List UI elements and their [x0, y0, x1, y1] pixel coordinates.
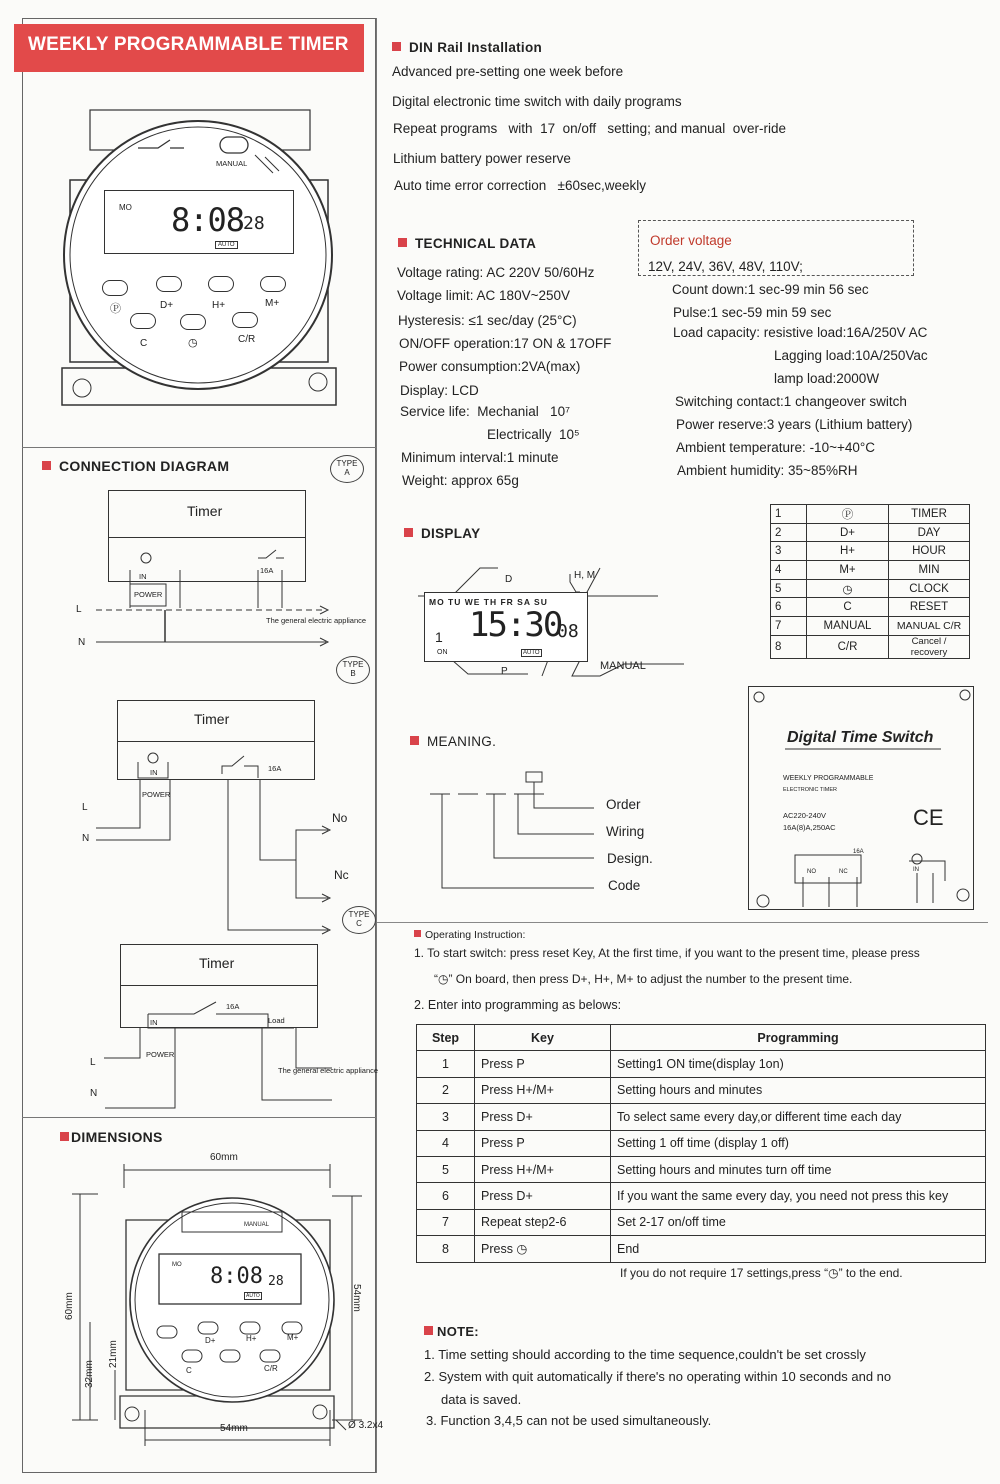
timer-label: Timer — [199, 955, 235, 971]
display-days: MO TU WE TH FR SA SU — [429, 597, 548, 607]
tech-left-line: Minimum interval:1 minute — [401, 450, 559, 465]
p-button[interactable] — [102, 280, 128, 296]
table-header-row: Step Key Programming — [417, 1025, 986, 1051]
line-n-label: N — [78, 637, 86, 648]
order-voltage-box — [638, 220, 914, 276]
display-hm-label: H, M — [574, 570, 596, 581]
bullet-icon — [398, 238, 407, 247]
table-row: 3 Press D+ To select same every day,or different time each day — [417, 1104, 986, 1130]
width-bottom-label: 54mm — [220, 1423, 248, 1434]
table-row: 7 Repeat step2-6 Set 2-17 on/off time — [417, 1209, 986, 1235]
line-l-label: L — [90, 1057, 96, 1068]
amp-label: 16A — [268, 764, 282, 773]
clock-button[interactable] — [180, 314, 206, 330]
dim-lcd-auto: AUTO — [246, 1293, 260, 1299]
operating-heading: Operating Instruction: — [414, 929, 525, 941]
amp-label: 16A — [260, 566, 274, 575]
label-sub2: ELECTRONIC TIMER — [783, 787, 837, 793]
label-nc: NC — [839, 869, 848, 875]
clock-icon: ◷ — [188, 337, 198, 349]
device-lcd — [104, 190, 294, 254]
key-function-table — [770, 504, 970, 659]
cr-label: C/R — [238, 334, 256, 345]
steps-footer: If you do not require 17 settings,press “◷” to the end. — [620, 1266, 903, 1280]
tech-right-line: lamp load:2000W — [774, 371, 880, 386]
d-plus-label: D+ — [160, 300, 174, 311]
h-plus-button[interactable] — [208, 276, 234, 292]
height-left-label: 60mm — [64, 1292, 75, 1320]
tech-left-line: ON/OFF operation:17 ON & 17OFF — [399, 336, 612, 351]
no-label: No — [332, 811, 348, 825]
table-row: 6 C RESET — [771, 598, 970, 617]
d-plus-button[interactable] — [156, 276, 182, 292]
bullet-icon — [414, 930, 421, 937]
device-label-panel — [748, 686, 974, 910]
width-top-label: 60mm — [210, 1152, 238, 1163]
dim-cr-label: C/R — [264, 1364, 278, 1373]
type-a-badge: TYPE A — [330, 455, 364, 483]
appliance-label: The general electric appliance — [266, 616, 367, 625]
din-line: Repeat programs with 17 on/off setting; and manual over-ride — [393, 121, 786, 136]
meaning-code: Code — [608, 878, 641, 893]
type-b-badge: TYPE B — [336, 656, 370, 684]
label-amp: 16A — [853, 849, 864, 855]
tech-right-line: Load capacity: resistive load:16A/250V AC — [673, 325, 928, 340]
dim-lcd-time: 8:08 — [210, 1264, 263, 1289]
c-label: C — [140, 338, 148, 349]
m-plus-button[interactable] — [260, 276, 286, 292]
dim-manual-label: MANUAL — [244, 1222, 270, 1228]
dim-lcd-day: MO — [172, 1262, 182, 1268]
table-row: 8 C/R Cancel / recovery — [771, 635, 970, 658]
label-title: Digital Time Switch — [787, 729, 934, 746]
order-voltage-values: 12V, 24V, 36V, 48V, 110V; — [648, 259, 803, 274]
hole-label: Ø 3.2x4 — [348, 1420, 384, 1431]
display-on-indicator: ON — [437, 649, 448, 656]
label-no: NO — [807, 869, 816, 875]
line-n-label: N — [82, 833, 90, 844]
table-row: 5 Press H+/M+ Setting hours and minutes turn off time — [417, 1156, 986, 1182]
display-seconds: 08 — [557, 621, 579, 642]
table-row: 4 Press P Setting 1 off time (display 1 off) — [417, 1130, 986, 1156]
in-label: IN — [150, 1018, 158, 1027]
display-heading: DISPLAY — [404, 526, 480, 541]
device-illustration — [60, 100, 340, 420]
label-sub1: WEEKLY PROGRAMMABLE — [783, 775, 874, 782]
order-voltage-title: Order voltage — [650, 233, 732, 248]
manual-label: MANUAL — [216, 159, 248, 168]
din-line: Auto time error correction ±60sec,weekly — [394, 178, 647, 193]
bullet-icon — [60, 1132, 69, 1141]
label-in: IN — [913, 867, 919, 873]
display-manual-label: MANUAL — [600, 660, 646, 672]
programming-steps-table — [416, 1024, 986, 1263]
timer-label: Timer — [194, 711, 230, 727]
c-button[interactable] — [130, 313, 156, 329]
power-label: POWER — [142, 790, 171, 799]
dimensions-heading: DIMENSIONS — [60, 1129, 163, 1145]
dim-lcd-seconds: 28 — [268, 1274, 284, 1289]
din-heading: DIN Rail Installation — [392, 40, 542, 55]
display-auto: AUTO — [523, 650, 540, 656]
meaning-diagram — [428, 768, 618, 898]
dim-h-plus-label: H+ — [246, 1334, 257, 1343]
lcd-seconds: 28 — [243, 213, 265, 234]
display-p-label: P — [501, 666, 508, 677]
tech-left-line: Voltage rating: AC 220V 50/60Hz — [397, 265, 595, 280]
tech-left-line: Weight: approx 65g — [402, 473, 519, 488]
lcd-day: MO — [119, 203, 132, 212]
display-lcd — [424, 592, 588, 662]
m-plus-label: M+ — [265, 298, 280, 309]
label-panel-lines — [749, 687, 975, 911]
label-rating: 16A(8)A,250AC — [783, 823, 836, 832]
tech-right-line: Pulse:1 sec-59 min 59 sec — [673, 305, 832, 320]
nc-label: Nc — [334, 868, 349, 882]
type-c-badge: TYPE C — [342, 906, 376, 934]
line-l-label: L — [82, 802, 88, 813]
power-label: POWER — [146, 1050, 175, 1059]
power-label: POWER — [134, 590, 163, 599]
table-row: 5 ◷ CLOCK — [771, 579, 970, 598]
tech-left-line: Display: LCD — [400, 383, 479, 398]
in-label: IN — [150, 768, 158, 777]
tech-left-line: Hysteresis: ≤1 sec/day (25°C) — [398, 313, 577, 328]
label-voltage: AC220-240V — [783, 811, 826, 820]
table-row: 1 Press P Setting1 ON time(display 1on) — [417, 1051, 986, 1077]
dim-c-label: C — [186, 1366, 192, 1375]
table-row: 2 D+ DAY — [771, 523, 970, 542]
ce-mark: CE — [913, 805, 944, 830]
din-line: Advanced pre-setting one week before — [392, 64, 624, 79]
note-line: 2. System with quit automatically if there's no operating within 10 seconds and no — [424, 1369, 892, 1384]
bullet-icon — [410, 736, 419, 745]
tech-heading: TECHNICAL DATA — [398, 236, 536, 251]
din-line: Digital electronic time switch with daily programs — [392, 94, 682, 109]
lcd-time: 8:08 — [171, 201, 245, 239]
table-row: 7 MANUAL MANUAL C/R — [771, 617, 970, 636]
bullet-icon — [404, 528, 413, 537]
table-row: 8 Press ◷ End — [417, 1236, 986, 1262]
tech-right-line: Ambient humidity: 35~85%RH — [677, 463, 858, 478]
note-line: data is saved. — [441, 1392, 522, 1407]
amp-label: 16A — [226, 1002, 240, 1011]
operating-step-1b: “◷” On board, then press D+, H+, M+ to adjust the number to the present time. — [434, 972, 853, 986]
tech-left-line: Electrically 10⁵ — [487, 427, 580, 442]
h32-label: 32mm — [84, 1360, 95, 1388]
tech-right-line: Count down:1 sec-99 min 56 sec — [672, 282, 869, 297]
cr-button[interactable] — [232, 312, 258, 328]
h21-label: 21mm — [108, 1340, 119, 1368]
note-line: 3. Function 3,4,5 can not be used simultaneously. — [426, 1413, 712, 1428]
device-outline — [60, 100, 340, 420]
h-plus-label: H+ — [212, 300, 226, 311]
display-time: 15:30 — [469, 605, 562, 645]
table-row: 6 Press D+ If you want the same every day, you need not press this key — [417, 1183, 986, 1209]
dim-d-plus-label: D+ — [205, 1336, 216, 1345]
connection-heading: CONNECTION DIAGRAM — [42, 458, 229, 474]
tech-right-line: Switching contact:1 changeover switch — [675, 394, 907, 409]
page-banner: WEEKLY PROGRAMMABLE TIMER — [14, 24, 364, 72]
tech-left-line: Service life: Mechanial 10⁷ — [400, 404, 570, 419]
operating-step-1: 1. To start switch: press reset Key, At the first time, if you want to the present time, please press — [414, 946, 920, 960]
meaning-wiring: Wiring — [606, 824, 645, 839]
tech-right-line: Ambient temperature: -10~+40°C — [676, 440, 876, 455]
type-b-wiring — [0, 740, 380, 940]
tech-right-line: Power reserve:3 years (Lithium battery) — [676, 417, 913, 432]
dim-m-plus-label: M+ — [287, 1333, 299, 1342]
section-divider — [377, 922, 988, 923]
tech-left-line: Power consumption:2VA(max) — [399, 359, 581, 374]
table-row: 1 Ⓟ TIMER — [771, 505, 970, 524]
line-n-label: N — [90, 1088, 98, 1099]
p-icon: Ⓟ — [110, 303, 121, 315]
table-row: 2 Press H+/M+ Setting hours and minutes — [417, 1077, 986, 1103]
meaning-heading: MEANING. — [410, 734, 496, 749]
tech-right-line: Lagging load:10A/250Vac — [774, 348, 928, 363]
din-line: Lithium battery power reserve — [393, 151, 571, 166]
operating-step-2: 2. Enter into programming as belows: — [414, 998, 622, 1012]
bullet-icon — [424, 1326, 433, 1335]
load-label: Load — [268, 1016, 285, 1025]
lcd-auto: AUTO — [215, 241, 238, 249]
note-heading: NOTE: — [424, 1324, 479, 1339]
dimension-drawing — [0, 1150, 380, 1470]
tech-left-line: Voltage limit: AC 180V~250V — [397, 288, 570, 303]
section-divider — [22, 447, 376, 448]
display-d-label: D — [505, 574, 513, 585]
bullet-icon — [392, 42, 401, 51]
meaning-order: Order — [606, 797, 641, 812]
appliance-label: The general electric appliance — [278, 1066, 379, 1075]
meaning-design: Design. — [607, 851, 653, 866]
note-line: 1. Time setting should according to the time sequence,couldn't be set crossly — [424, 1347, 866, 1362]
h54-label: 54mm — [351, 1284, 362, 1312]
in-label: IN — [139, 572, 147, 581]
timer-label: Timer — [187, 503, 223, 519]
table-row: 3 H+ HOUR — [771, 542, 970, 561]
display-program-number: 1 — [435, 629, 443, 645]
table-row: 4 M+ MIN — [771, 561, 970, 580]
line-l-label: L — [76, 604, 82, 615]
bullet-icon — [42, 461, 51, 470]
